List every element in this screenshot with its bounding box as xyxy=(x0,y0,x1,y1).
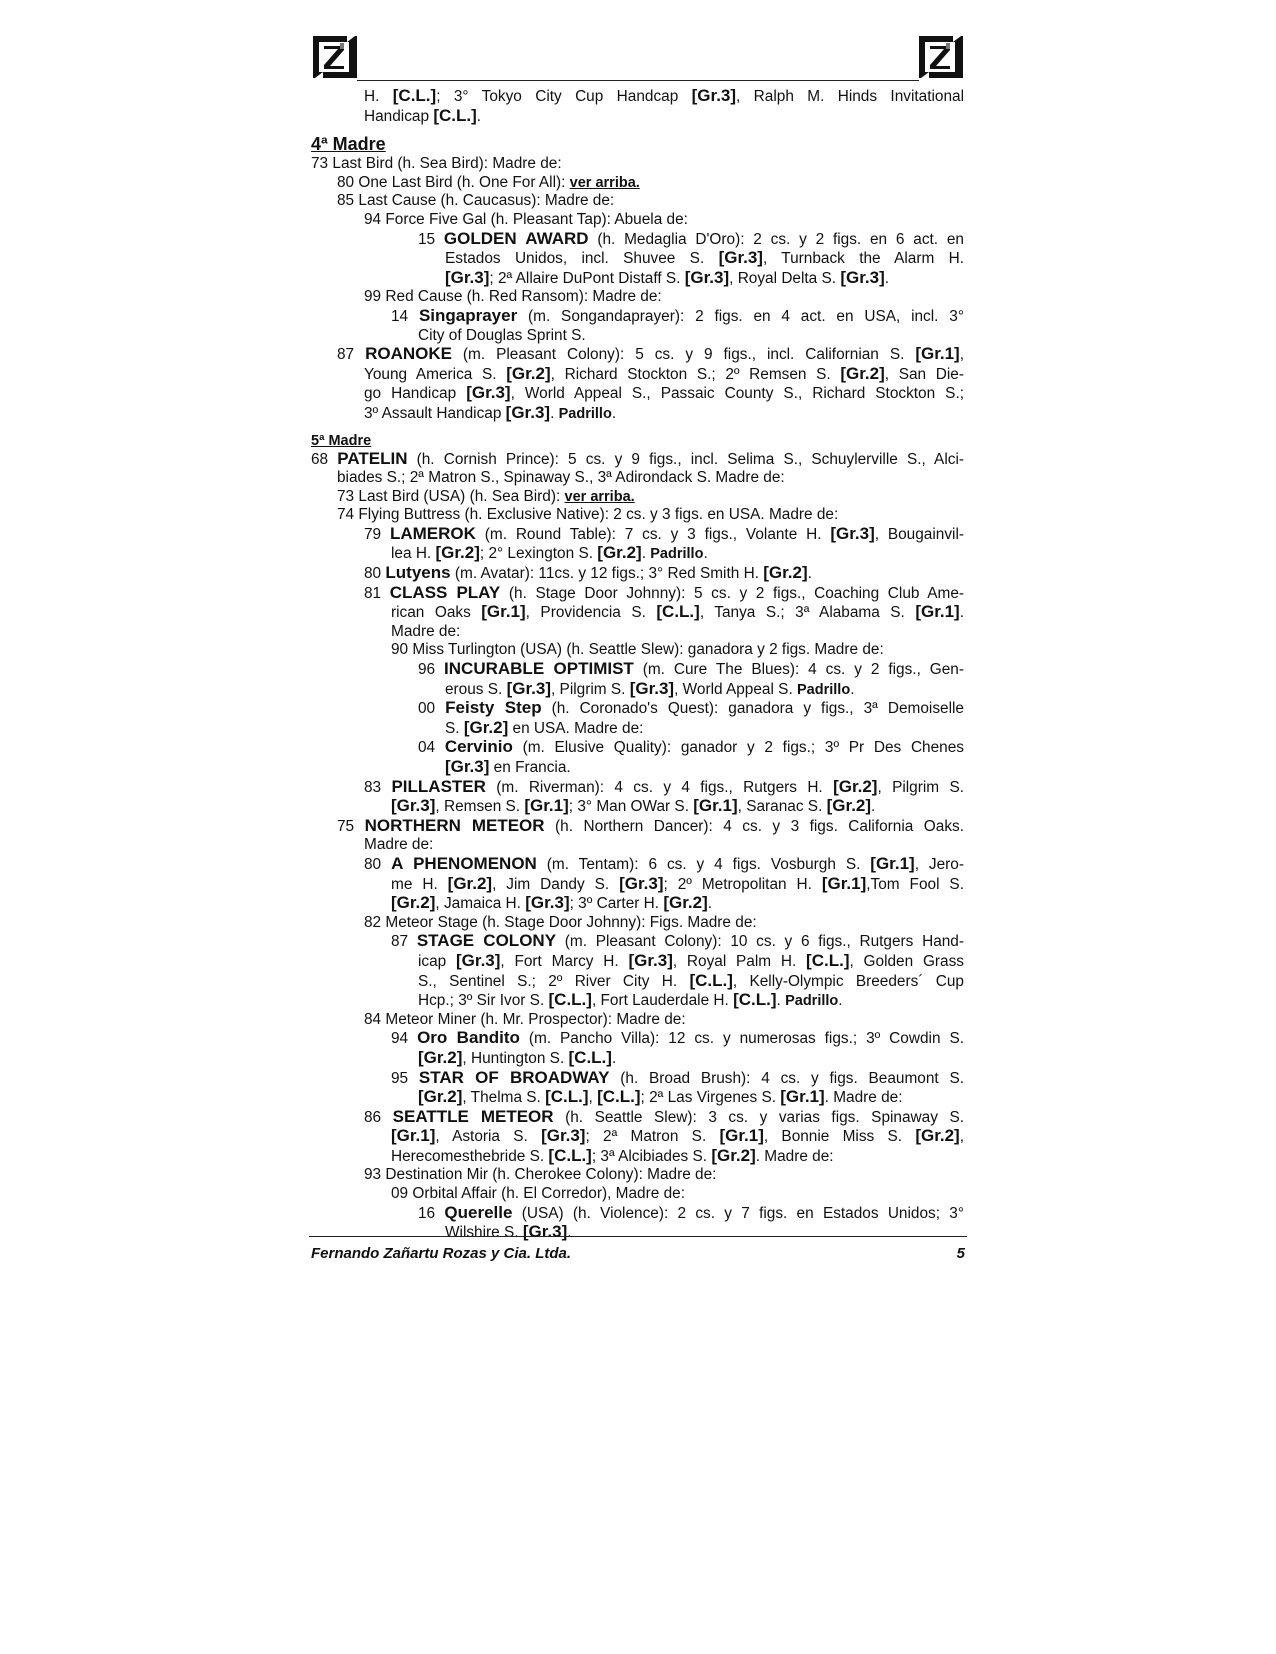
line-text: en Francia. xyxy=(489,759,571,776)
line-text: 87 xyxy=(337,346,366,364)
horse-name: CLASS PLAY xyxy=(389,582,501,602)
grade-tag: [Gr.3] xyxy=(525,893,570,913)
pedigree-line xyxy=(311,641,964,660)
pedigree-line xyxy=(311,1185,964,1204)
line-text: ,Tom Fool S. xyxy=(866,875,964,893)
pedigree-line xyxy=(311,1166,964,1185)
line-text: 75 xyxy=(337,817,365,835)
line-text: (m. Cure The Blues): 4 cs. y 2 figs., Gen- xyxy=(633,661,964,679)
grade-tag: [Gr.3] xyxy=(456,950,501,970)
line-text: 95 xyxy=(391,1069,419,1087)
grade-tag: [Gr.2] xyxy=(418,1087,463,1107)
line-text: , Remsen S. xyxy=(435,798,525,816)
line-text: Handicap xyxy=(364,107,434,125)
grade-tag: [Gr.2] xyxy=(663,893,708,913)
logo-right xyxy=(917,32,965,82)
line-text: ; 3º Carter H. xyxy=(569,895,664,913)
line-text: (h. Cornish Prince): 5 cs. y 9 figs., incl. Selima S., Schuylerville S., Alci- xyxy=(407,450,964,468)
horse-name: GOLDEN AWARD xyxy=(443,228,589,248)
line-text: 94 xyxy=(391,1030,418,1048)
grade-tag: [Gr.3] xyxy=(629,678,675,698)
line-text: 14 xyxy=(391,307,419,325)
line-text: biades S.; 2ª Matron S., Spinaway S., 3ª Adirondack S. Madre de: xyxy=(337,469,785,487)
grade-tag: [Gr.2] xyxy=(463,717,509,737)
line-text: Wilshire S. xyxy=(445,1224,523,1242)
pedigree-line xyxy=(311,680,964,700)
line-text: 68 xyxy=(311,450,338,468)
grade-tag: [Gr.3] xyxy=(541,1126,586,1146)
line-text: . xyxy=(707,895,713,913)
horse-name: A PHENOMENON xyxy=(391,853,537,873)
line-text: . xyxy=(611,404,617,422)
line-text: . xyxy=(641,545,651,563)
line-text: 5ª Madre xyxy=(311,432,372,449)
line-text: 96 xyxy=(418,661,445,679)
pedigree-line xyxy=(311,404,964,424)
line-text: . xyxy=(850,680,855,698)
horse-name: Querelle xyxy=(444,1202,513,1222)
line-text: , San Die- xyxy=(884,365,964,383)
grade-tag: [C.L.] xyxy=(689,970,733,990)
pedigree-line xyxy=(311,972,964,992)
grade-tag: [Gr.3] xyxy=(506,678,551,698)
page-footer xyxy=(309,1236,967,1262)
grade-tag: [Gr.2] xyxy=(597,543,642,563)
sire-tag: Padrillo xyxy=(558,405,612,422)
pedigree-line xyxy=(311,345,964,365)
pedigree-line xyxy=(311,778,964,798)
line-text: en USA. Madre de: xyxy=(508,719,644,737)
line-text: , Bonnie Miss S. xyxy=(763,1128,916,1146)
grade-tag: [Gr.3] xyxy=(445,267,490,287)
grade-tag: [Gr.1] xyxy=(780,1087,825,1107)
horse-name: Singaprayer xyxy=(418,305,518,325)
line-text: 04 xyxy=(418,739,445,757)
grade-tag: [Gr.3] xyxy=(684,267,730,287)
line-text: , Turnback the Alarm H. xyxy=(762,250,964,268)
section-heading xyxy=(311,432,964,450)
horse-name: ROANOKE xyxy=(365,344,452,364)
line-text: (m. Pleasant Colony): 10 cs. y 6 figs., Rutgers Hand- xyxy=(556,933,964,951)
page-header xyxy=(309,32,967,86)
line-text: me H. xyxy=(391,875,448,893)
pedigree-line xyxy=(311,469,964,488)
line-text: . xyxy=(838,992,843,1010)
pedigree-line xyxy=(311,1204,964,1224)
line-text: ; 2ª Matron S. xyxy=(585,1128,720,1146)
grade-tag: [C.L.] xyxy=(548,1145,592,1165)
line-text: ; 3° Man OWar S. xyxy=(568,798,694,816)
line-text: (h. Broad Brush): 4 cs. y figs. Beaumont S. xyxy=(609,1069,964,1087)
line-text: Young America S. xyxy=(364,365,507,383)
pedigree-line xyxy=(311,1147,964,1167)
grade-tag: [C.L.] xyxy=(548,990,592,1010)
pedigree-line xyxy=(311,384,964,404)
line-text: Hcp.; 3º Sir Ivor S. xyxy=(418,992,549,1010)
grade-tag: [Gr.3] xyxy=(505,402,551,422)
line-text: rican Oaks xyxy=(391,604,482,622)
pedigree-line xyxy=(311,525,964,545)
line-text: , Pilgrim S. xyxy=(551,680,630,698)
pedigree-line xyxy=(311,211,964,230)
line-text: . xyxy=(703,545,708,563)
pedigree-line xyxy=(311,107,964,127)
pedigree-line xyxy=(311,738,964,758)
line-text: (h. Coronado's Quest): ganadora y figs., 3ª Demoiselle xyxy=(541,700,964,718)
line-text: 4ª Madre xyxy=(311,134,386,155)
cross-reference: ver arriba. xyxy=(569,174,640,191)
pedigree-line xyxy=(311,87,964,107)
horse-name: Lutyens xyxy=(385,563,451,583)
line-text: icap xyxy=(418,952,457,970)
line-text: , Jim Dandy S. xyxy=(492,875,620,893)
line-text: (m. Pleasant Colony): 5 cs. y 9 figs., incl. Californian S. xyxy=(451,346,916,364)
cross-reference: ver arriba. xyxy=(564,488,635,505)
line-text: (USA) (h. Violence): 2 cs. y 7 figs. en Estados Unidos; 3° xyxy=(512,1204,964,1222)
sire-tag: Padrillo xyxy=(797,681,851,698)
line-text: , Saranac S. xyxy=(737,798,827,816)
pedigree-line xyxy=(311,623,964,642)
line-text: ; 3° Tokyo City Cup Handcap xyxy=(436,88,692,105)
page-number: 5 xyxy=(956,1245,965,1262)
footer-rule xyxy=(309,1236,967,1237)
horse-name: PILLASTER xyxy=(391,776,486,796)
grade-tag: [Gr.3] xyxy=(691,86,737,105)
line-text: S. xyxy=(445,719,464,737)
logo-left xyxy=(311,32,359,82)
horse-name: STAGE COLONY xyxy=(416,931,557,951)
grade-tag: [Gr.1] xyxy=(719,1126,764,1146)
pedigree-line xyxy=(311,660,964,680)
grade-tag: [Gr.2] xyxy=(418,1047,463,1067)
line-text: . xyxy=(611,1049,617,1067)
line-text: , World Appeal S., Passaic County S., Richard Stockton S.; xyxy=(510,385,965,403)
header-rule xyxy=(357,80,919,81)
pedigree-line xyxy=(311,719,964,739)
pedigree-line xyxy=(311,699,964,719)
grade-tag: [Gr.2] xyxy=(447,873,493,893)
pedigree-line xyxy=(311,1029,964,1049)
line-text: , Fort Lauderdale H. xyxy=(591,992,734,1010)
line-text: 85 Last Cause (h. Caucasus): Madre de: xyxy=(337,192,615,210)
line-text: 87 xyxy=(391,933,417,951)
pedigree-line xyxy=(311,855,964,875)
grade-tag: [Gr.2] xyxy=(711,1145,756,1165)
line-text: , xyxy=(959,1128,964,1146)
line-text: , Fort Marcy H. xyxy=(500,952,629,970)
line-text: , Royal Palm H. xyxy=(672,952,807,970)
grade-tag: [Gr.3] xyxy=(522,1222,568,1242)
line-text: Madre de: xyxy=(364,836,434,854)
pedigree-line xyxy=(311,450,964,470)
pedigree-line xyxy=(311,603,964,623)
grade-tag: [C.L.] xyxy=(733,990,777,1010)
pedigree-line xyxy=(311,506,964,525)
line-text: . xyxy=(871,798,876,816)
line-text: City of Douglas Sprint S. xyxy=(418,326,586,344)
line-text: 80 xyxy=(364,565,386,583)
line-text: . xyxy=(476,107,482,125)
pedigree-line xyxy=(311,797,964,817)
line-text: 80 One Last Bird (h. One For All): xyxy=(337,173,570,191)
footer-company: Fernando Zañartu Rozas y Cia. Ltda. xyxy=(311,1245,572,1262)
grade-tag: [C.L.] xyxy=(433,105,477,125)
horse-name: NORTHERN METEOR xyxy=(364,815,545,835)
horse-name: INCURABLE OPTIMIST xyxy=(444,659,634,679)
grade-tag: [Gr.1] xyxy=(524,796,569,816)
line-text: , Richard Stockton S.; 2º Remsen S. xyxy=(550,365,841,383)
grade-tag: [Gr.2] xyxy=(506,363,551,383)
pedigree-line xyxy=(311,952,964,972)
sire-tag: Padrillo xyxy=(650,546,704,563)
pedigree-line xyxy=(311,836,964,855)
pedigree-line xyxy=(311,758,964,778)
grade-tag: [Gr.1] xyxy=(915,344,960,364)
line-text: ; 2ª Allaire DuPont Distaff S. xyxy=(489,269,685,287)
pedigree-line xyxy=(311,269,964,289)
line-text: ; 2° Lexington S. xyxy=(479,545,598,563)
grade-tag: [Gr.2] xyxy=(763,563,808,583)
line-text: (h. Stage Door Johnny): 5 cs. y 2 figs., Coaching Club Ame- xyxy=(500,584,965,602)
pedigree-line xyxy=(311,249,964,269)
pedigree-line xyxy=(311,584,964,604)
line-text: 94 Force Five Gal (h. Pleasant Tap): Abuela de: xyxy=(364,210,688,228)
line-text: , Bougainvil- xyxy=(874,525,965,543)
pedigree-line xyxy=(311,544,964,564)
line-text: 74 Flying Buttress (h. Exclusive Native): 2 cs. y 3 figs. en USA. Madre de: xyxy=(337,506,839,524)
line-text: , World Appeal S. xyxy=(674,680,798,698)
horse-name: Feisty Step xyxy=(445,698,542,718)
line-text: 93 Destination Mir (h. Cherokee Colony): Madre de: xyxy=(364,1166,717,1184)
pedigree-line xyxy=(311,192,964,211)
horse-name: SEATTLE METEOR xyxy=(392,1106,554,1126)
pedigree-line xyxy=(311,307,964,327)
pedigree-line xyxy=(311,365,964,385)
line-text: erous S. xyxy=(445,680,507,698)
line-text: (m. Songandaprayer): 2 figs. en 4 act. en USA, incl. 3° xyxy=(517,307,964,325)
line-text: 83 xyxy=(364,778,392,796)
pedigree-text xyxy=(311,87,964,1243)
line-text: (h. Northern Dancer): 4 cs. y 3 figs. California Oaks. xyxy=(544,817,964,835)
grade-tag: [C.L.] xyxy=(545,1087,589,1107)
line-text: (h. Medaglia D'Oro): 2 cs. y 2 figs. en 6 act. en xyxy=(588,230,964,248)
pedigree-line xyxy=(311,288,964,307)
line-text: 73 Last Bird (h. Sea Bird): Madre de: xyxy=(311,155,562,173)
pedigree-line xyxy=(311,894,964,914)
line-text: , Kelly-Olympic Breeders´ Cup xyxy=(732,972,964,990)
pedigree-line xyxy=(311,914,964,933)
line-text: 3º Assault Handicap xyxy=(364,404,506,422)
line-text: . xyxy=(567,1224,572,1242)
line-text: , Royal Delta S. xyxy=(729,269,841,287)
line-text: (m. Pancho Villa): 12 cs. y numerosas figs.; 3º Cowdin S. xyxy=(519,1030,964,1048)
line-text: go Handicap xyxy=(364,385,467,403)
pedigree-line xyxy=(311,155,964,174)
line-text: ; 2º Metropolitan H. xyxy=(663,875,822,893)
grade-tag: [Gr.2] xyxy=(833,776,878,796)
line-text: . Madre de: xyxy=(755,1147,834,1165)
line-text: S., Sentinel S.; 2º River City H. xyxy=(418,972,690,990)
grade-tag: [Gr.3] xyxy=(718,248,763,268)
horse-name: STAR OF BROADWAY xyxy=(418,1067,610,1087)
grade-tag: [Gr.2] xyxy=(391,893,436,913)
pedigree-line xyxy=(311,932,964,952)
line-text: , xyxy=(959,346,964,364)
grade-tag: [Gr.1] xyxy=(870,853,915,873)
horse-name: Oro Bandito xyxy=(417,1028,520,1048)
line-text: 82 Meteor Stage (h. Stage Door Johnny): Figs. Madre de: xyxy=(364,913,757,931)
pedigree-line xyxy=(311,1069,964,1089)
grade-tag: [Gr.3] xyxy=(619,873,664,893)
line-text: , Ralph M. Hinds Invitational xyxy=(736,88,965,105)
pedigree-line xyxy=(311,991,964,1011)
line-text: 79 xyxy=(364,525,390,543)
pedigree-line xyxy=(311,817,964,837)
pedigree-line xyxy=(311,1049,964,1069)
grade-tag: [Gr.1] xyxy=(391,1126,436,1146)
horse-name: PATELIN xyxy=(337,448,408,468)
pedigree-line xyxy=(311,564,964,584)
grade-tag: [Gr.2] xyxy=(840,363,885,383)
line-text: lea H. xyxy=(391,545,436,563)
grade-tag: [Gr.3] xyxy=(628,950,673,970)
line-text: (m. Avatar): 11cs. y 12 figs.; 3° Red Smith H. xyxy=(450,565,764,583)
line-text: , Golden Grass xyxy=(849,952,964,970)
line-text: 80 xyxy=(364,855,392,873)
line-text: 73 Last Bird (USA) (h. Sea Bird): xyxy=(337,487,565,505)
grade-tag: [C.L.] xyxy=(392,86,437,105)
line-text: 16 xyxy=(418,1204,445,1222)
line-text: , Tanya S.; 3ª Alabama S. xyxy=(699,604,916,622)
line-text: , Astoria S. xyxy=(435,1128,542,1146)
grade-tag: [Gr.2] xyxy=(826,796,872,816)
grade-tag: [Gr.1] xyxy=(821,873,867,893)
line-text: . xyxy=(959,604,964,622)
line-text: 86 xyxy=(364,1108,393,1126)
line-text: Estados Unidos, incl. Shuvee S. xyxy=(445,250,719,268)
grade-tag: [C.L.] xyxy=(656,602,700,622)
grade-tag: [Gr.3] xyxy=(466,383,511,403)
line-text: 09 Orbital Affair (h. El Corredor), Madre de: xyxy=(391,1185,685,1203)
line-text: (m. Elusive Quality): ganador y 2 figs.; 3º Pr Des Chenes xyxy=(512,739,964,757)
grade-tag: [C.L.] xyxy=(806,950,850,970)
line-text: , Pilgrim S. xyxy=(877,778,964,796)
line-text: Madre de: xyxy=(391,622,461,640)
line-text: . Madre de: xyxy=(824,1089,903,1107)
grade-tag: [Gr.3] xyxy=(840,267,885,287)
line-text: 99 Red Cause (h. Red Ransom): Madre de: xyxy=(364,288,662,306)
grade-tag: [Gr.3] xyxy=(830,523,875,543)
horse-name: Cervinio xyxy=(444,737,513,757)
pedigree-line xyxy=(311,488,964,507)
line-text: 90 Miss Turlington (USA) (h. Seattle Slew): ganadora y 2 figs. Madre de: xyxy=(391,641,884,659)
line-text: , Providencia S. xyxy=(525,604,657,622)
line-text: Herecomesthebride S. xyxy=(391,1147,549,1165)
line-text: . xyxy=(807,565,812,583)
grade-tag: [Gr.1] xyxy=(481,602,526,622)
pedigree-line xyxy=(311,174,964,193)
line-text: , xyxy=(588,1089,598,1107)
pedigree-line xyxy=(311,1127,964,1147)
line-text: . xyxy=(884,269,890,287)
grade-tag: [Gr.1] xyxy=(915,602,960,622)
grade-tag: [Gr.2] xyxy=(915,1126,960,1146)
line-text: (m. Riverman): 4 cs. y 4 figs., Rutgers H. xyxy=(485,778,834,796)
line-text: ; 2ª Las Virgenes S. xyxy=(640,1089,781,1107)
line-text: , Jamaica H. xyxy=(435,895,526,913)
line-text: 00 xyxy=(418,700,446,718)
line-text: H. xyxy=(364,88,393,105)
sire-tag: Padrillo xyxy=(785,993,839,1010)
line-text: ; 3ª Alcibiades S. xyxy=(591,1147,712,1165)
pedigree-line xyxy=(311,230,964,250)
line-text: , Thelma S. xyxy=(462,1089,546,1107)
line-text: 15 xyxy=(418,230,444,248)
pedigree-line xyxy=(311,327,964,346)
line-text: 84 Meteor Miner (h. Mr. Prospector): Madre de: xyxy=(364,1010,686,1028)
grade-tag: [Gr.3] xyxy=(445,757,490,776)
grade-tag: [Gr.1] xyxy=(693,796,738,816)
pedigree-line xyxy=(311,1011,964,1030)
pedigree-line xyxy=(311,1108,964,1128)
line-text: 81 xyxy=(364,584,390,602)
line-text: (h. Seattle Slew): 3 cs. y varias figs. Spinaway S. xyxy=(553,1108,964,1126)
grade-tag: [C.L.] xyxy=(597,1087,641,1107)
pedigree-line xyxy=(311,875,964,895)
line-text: (m. Round Table): 7 cs. y 3 figs., Volante H. xyxy=(475,525,831,543)
section-heading xyxy=(311,134,964,155)
line-text: , Huntington S. xyxy=(462,1049,569,1067)
line-text: . xyxy=(550,404,559,422)
grade-tag: [C.L.] xyxy=(568,1047,612,1067)
horse-name: LAMEROK xyxy=(389,523,476,543)
line-text: (m. Tentam): 6 cs. y 4 figs. Vosburgh S. xyxy=(536,855,871,873)
grade-tag: [Gr.3] xyxy=(391,796,436,816)
grade-tag: [Gr.2] xyxy=(435,543,480,563)
pedigree-line xyxy=(311,1088,964,1108)
line-text: , Jero- xyxy=(914,855,964,873)
line-text: . xyxy=(776,992,786,1010)
